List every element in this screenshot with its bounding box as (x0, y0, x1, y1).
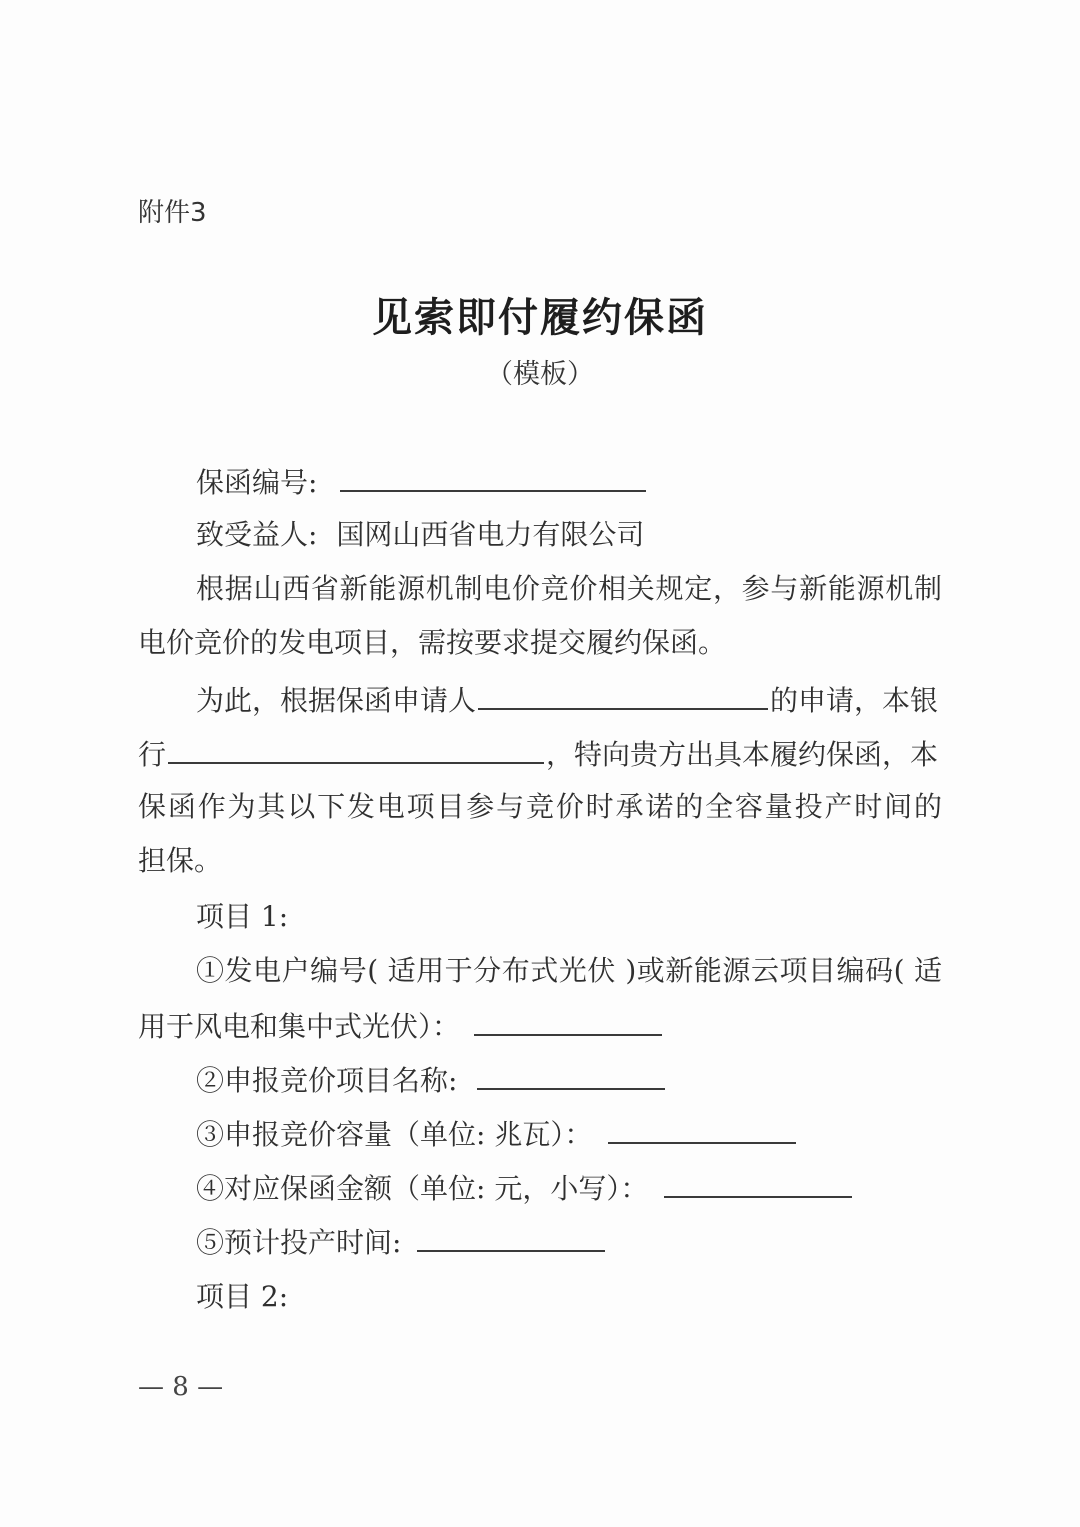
guarantee-number-row (196, 464, 652, 500)
project-1-item-2 (196, 1062, 671, 1098)
item-1-label: 用于风电和集中式光伏）： (138, 1010, 461, 1043)
paragraph-1-line-2: 电价竞价的发电项目，需按要求提交履约保函。 (138, 626, 727, 659)
item-3-blank[interactable] (608, 1116, 796, 1144)
item-1-blank[interactable] (474, 1008, 662, 1036)
project-1-item-1-line-2 (138, 1008, 668, 1044)
beneficiary-row (196, 518, 644, 552)
paragraph-2-line-1 (196, 682, 938, 718)
bank-blank[interactable] (168, 736, 544, 764)
paragraph-2-text-a: 为此，根据保函申请人 (196, 684, 477, 717)
paragraph-2-text-d: ，特向贵方出具本履约保函，本 (546, 738, 939, 771)
project-1-item-1-line-1: ①发电户编号( 适用于分布式光伏 )或新能源云项目编码( 适 (196, 954, 942, 987)
project-2-heading: 项目 2: (196, 1280, 289, 1313)
item-5-blank[interactable] (417, 1224, 605, 1252)
paragraph-2-line-4: 担保。 (138, 844, 223, 877)
item-3-label: ③申报竞价容量（单位: 兆瓦）： (196, 1118, 593, 1151)
item-2-blank[interactable] (477, 1062, 665, 1090)
paragraph-2-line-2 (138, 736, 938, 772)
item-4-blank[interactable] (664, 1170, 852, 1198)
project-1-item-5 (196, 1224, 611, 1260)
project-1-heading: 项目 1: (196, 900, 289, 933)
paragraph-2-text-c: 行 (138, 738, 167, 771)
paragraph-1-line-1: 根据山西省新能源机制电价竞价相关规定，参与新能源机制 (196, 572, 942, 605)
guarantee-number-blank[interactable] (340, 464, 646, 492)
item-4-label: ④对应保函金额（单位: 元，小写）： (196, 1172, 649, 1205)
document-subtitle: （模板） (486, 359, 594, 390)
attachment-label: 附件3 (138, 198, 207, 228)
guarantee-number-label: 保函编号: (196, 466, 318, 499)
applicant-blank[interactable] (478, 682, 768, 710)
item-5-label: ⑤预计投产时间: (196, 1226, 402, 1259)
beneficiary-label: 致受益人: (196, 518, 318, 551)
project-1-item-3 (196, 1116, 802, 1152)
project-1-item-4 (196, 1170, 858, 1206)
item-2-label: ②申报竞价项目名称: (196, 1064, 458, 1097)
page-number: — 8 — (138, 1372, 224, 1402)
beneficiary-value: 国网山西省电力有限公司 (336, 518, 645, 551)
paragraph-2-text-b: 的申请，本银 (770, 684, 939, 717)
document-title: 见索即付履约保函 (372, 294, 708, 341)
paragraph-2-line-3: 保函作为其以下发电项目参与竞价时承诺的全容量投产时间的 (138, 790, 942, 823)
